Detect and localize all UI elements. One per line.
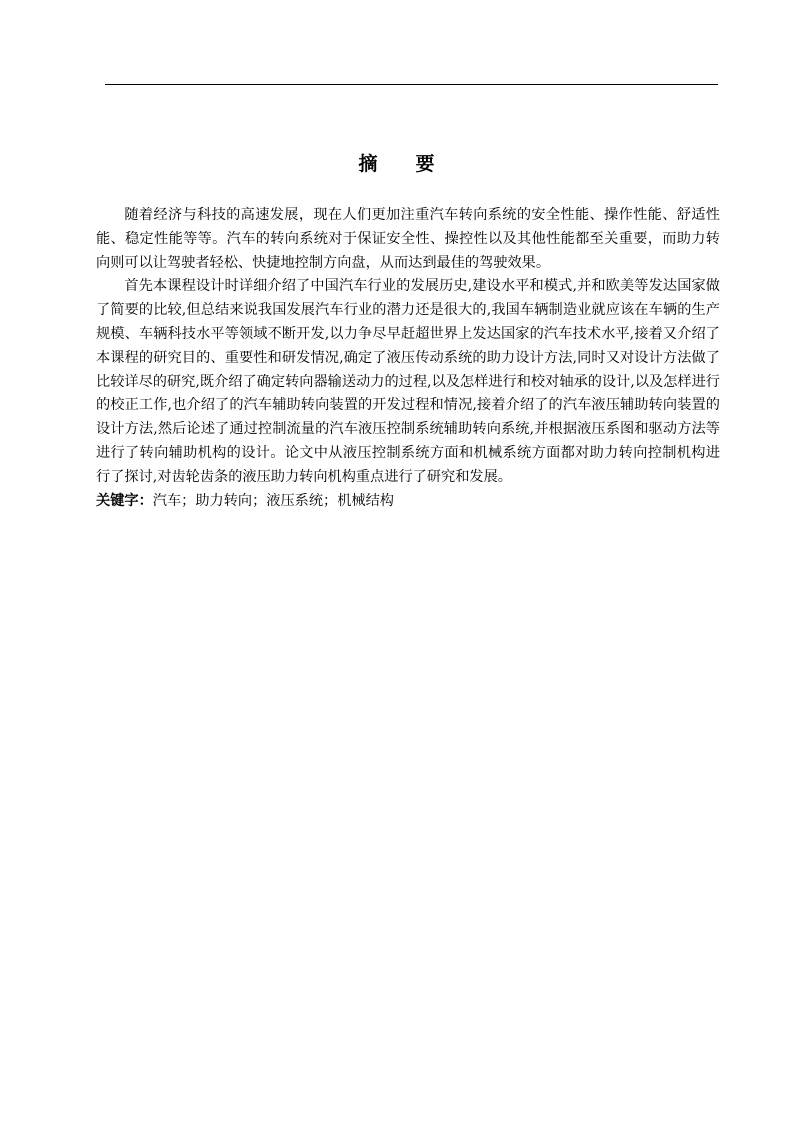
keywords-label: 关键字： [96, 492, 153, 509]
abstract-paragraph-2: 首先本课程设计时详细介绍了中国汽车行业的发展历史,建设水平和模式,并和欧美等发达国家做了简要的比较,但总结来说我国发展汽车行业的潜力还是很大的,我国车辆制造业就应该在车辆的生产规模、车辆科技水平等领域不断开发,以力争尽早赶超世界上发达国家的汽车技术水平,接着又介绍了本课程的研究目的、重要性和研发情况,确定了液压传动系统的助力设计方法,同时又对设计方法做了比较详尽的研究,既介绍了确定转向器输送动力的过程,以及怎样进行和校对轴承的设计,以及怎样进行的校正工作,也介绍了的汽车辅助转向装置的开发过程和情况,接着介绍了的汽车液压辅助转向装置的设计方法,然后论述了通过控制流量的汽车液压控制系统辅助转向系统,并根据液压系图和驱动方法等进行了转向辅助机构的设计。论文中从液压控制系统方面和机械系统方面都对助力转向控制机构进行了探讨,对齿轮齿条的液压助力转向机构重点进行了研究和发展。 [96, 278, 720, 485]
header-rule [105, 84, 718, 85]
keywords-line [96, 490, 720, 514]
title-char-2: 要 [415, 153, 435, 175]
abstract-paragraph-1: 随着经济与科技的高速发展，现在人们更加注重汽车转向系统的安全性能、操作性能、舒适性能、稳定性能等等。汽车的转向系统对于保证安全性、操控性以及其他性能都至关重要，而助力转向则可以让驾驶者轻松、快捷地控制方向盘，从而达到最佳的驾驶效果。 [96, 207, 720, 271]
page-title [0, 149, 793, 176]
abstract-body [96, 204, 720, 513]
title-char-1: 摘 [358, 153, 378, 175]
keywords-value: 汽车；助力转向；液压系统；机械结构 [152, 492, 394, 509]
